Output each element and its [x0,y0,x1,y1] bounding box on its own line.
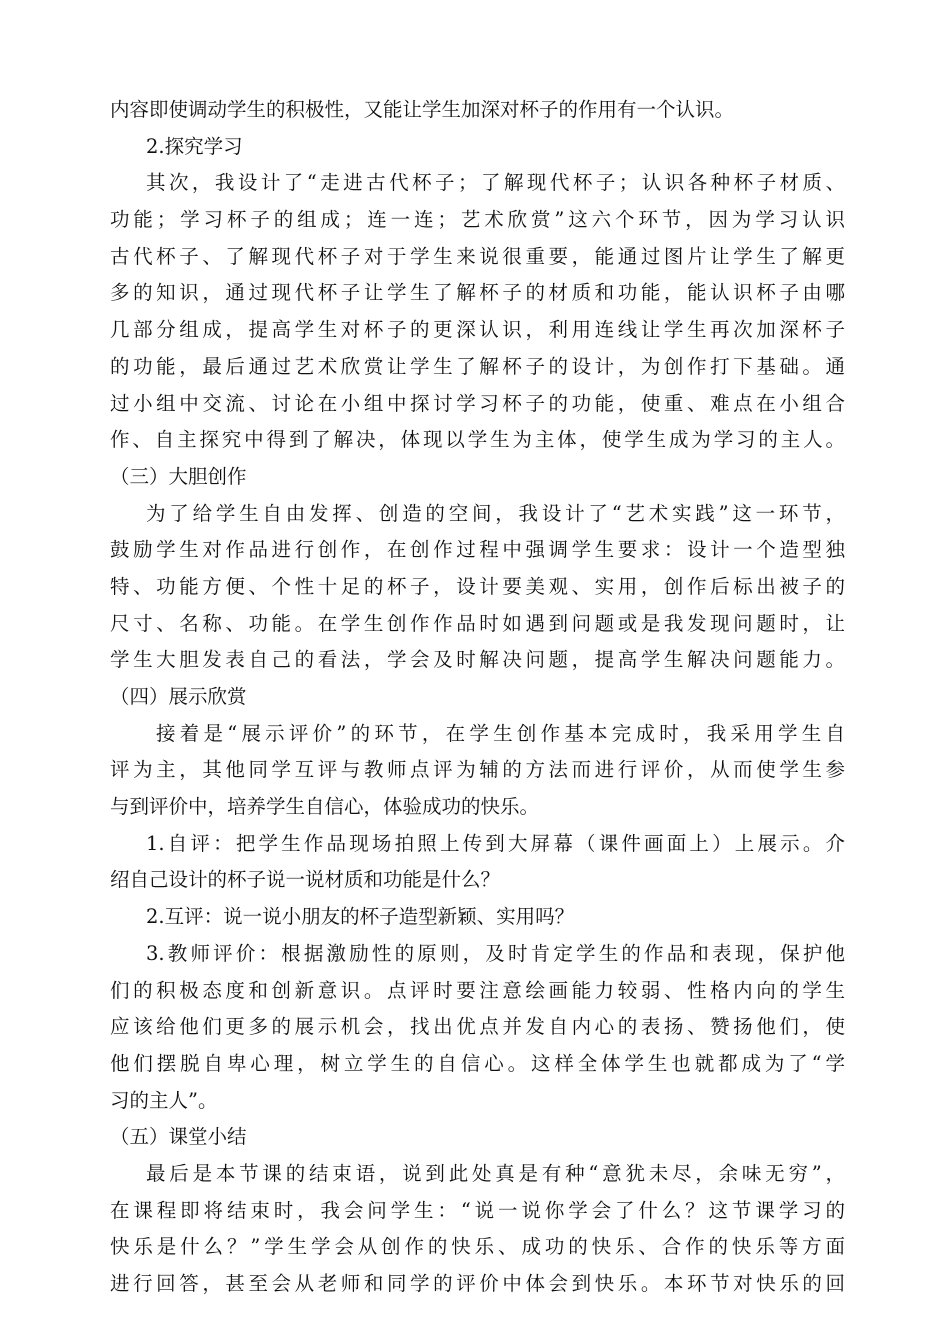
text-line: 内容即使调动学生的积极性，又能让学生加深对杯子的作用有一个认识。 [110,98,735,121]
text-line: 为了给学生自由发挥、创造的空间，我设计了“艺术实践”这一环节， [146,501,845,525]
text-line: 1.自评：把学生作品现场拍照上传到大屏幕（课件画面上）上展示。介 [146,831,845,855]
text-line: 古代杯子、了解现代杯子对于学生来说很重要，能通过图片让学生了解更 [110,244,845,268]
text-line: 进行回答，甚至会从老师和同学的评价中体会到快乐。本环节对快乐的回 [110,1272,845,1295]
text-line: 过小组中交流、讨论在小组中探讨学习杯子的功能，使重、难点在小组合 [110,391,845,415]
text-line: 2.互评：说一说小朋友的杯子造型新颖、实用吗？ [146,905,575,929]
text-line: 快乐是什么？”学生学会从创作的快乐、成功的快乐、合作的快乐等方面 [110,1235,845,1259]
text-line: 2.探究学习 [146,134,243,158]
text-line: 特、功能方便、个性十足的杯子，设计要美观、实用，创作后标出被子的 [110,574,845,598]
text-line: （四）展示欣赏 [110,685,247,708]
text-line: 其次，我设计了“走进古代杯子；了解现代杯子；认识各种杯子材质、 [146,171,845,195]
text-line: 几部分组成，提高学生对杯子的更深认识，利用连线让学生再次加深杯子 [110,318,845,342]
text-line: 功能；学习杯子的组成；连一连；艺术欣赏”这六个环节，因为学习认识 [110,208,845,232]
text-line: 学生大胆发表自己的看法，学会及时解决问题，提高学生解决问题能力。 [110,648,845,672]
text-line: 们的积极态度和创新意识。点评时要注意绘画能力较弱、性格内向的学生 [110,978,845,1002]
text-line: 多的知识，通过现代杯子让学生了解杯子的材质和功能，能认识杯子由哪 [110,281,845,305]
text-line: 应该给他们更多的展示机会，找出优点并发自内心的表扬、赞扬他们，使 [110,1015,845,1039]
text-line: 与到评价中，培养学生自信心，体验成功的快乐。 [110,795,540,819]
text-line: （三）大胆创作 [110,464,247,488]
text-line: 他们摆脱自卑心理，树立学生的自信心。这样全体学生也就都成为了“学 [110,1051,845,1075]
document-page [110,92,845,1303]
text-line: 尺寸、名称、功能。在学生创作作品时如遇到问题或是我发现问题时，让 [110,611,845,635]
text-line: 3.教师评价：根据激励性的原则，及时肯定学生的作品和表现，保护他 [146,941,845,965]
text-line: 在课程即将结束时，我会问学生：“说一说你学会了什么？这节课学习的 [110,1198,845,1222]
text-line: 习的主人”。 [110,1088,218,1112]
text-line: （五）课堂小结 [110,1125,247,1149]
text-line: 接着是“展示评价”的环节，在学生创作基本完成时，我采用学生自 [156,721,845,745]
text-line: 作、自主探究中得到了解决，体现以学生为主体，使学生成为学习的主人。 [110,428,845,452]
text-line: 绍自己设计的杯子说一说材质和功能是什么？ [110,868,501,892]
text-line: 最后是本节课的结束语，说到此处真是有种“意犹未尽，余味无穷”， [146,1161,845,1185]
text-line: 的功能，最后通过艺术欣赏让学生了解杯子的设计，为创作打下基础。通 [110,354,845,378]
text-line: 评为主，其他同学互评与教师点评为辅的方法而进行评价，从而使学生参 [110,758,845,782]
text-line: 鼓励学生对作品进行创作，在创作过程中强调学生要求：设计一个造型独 [110,538,845,562]
